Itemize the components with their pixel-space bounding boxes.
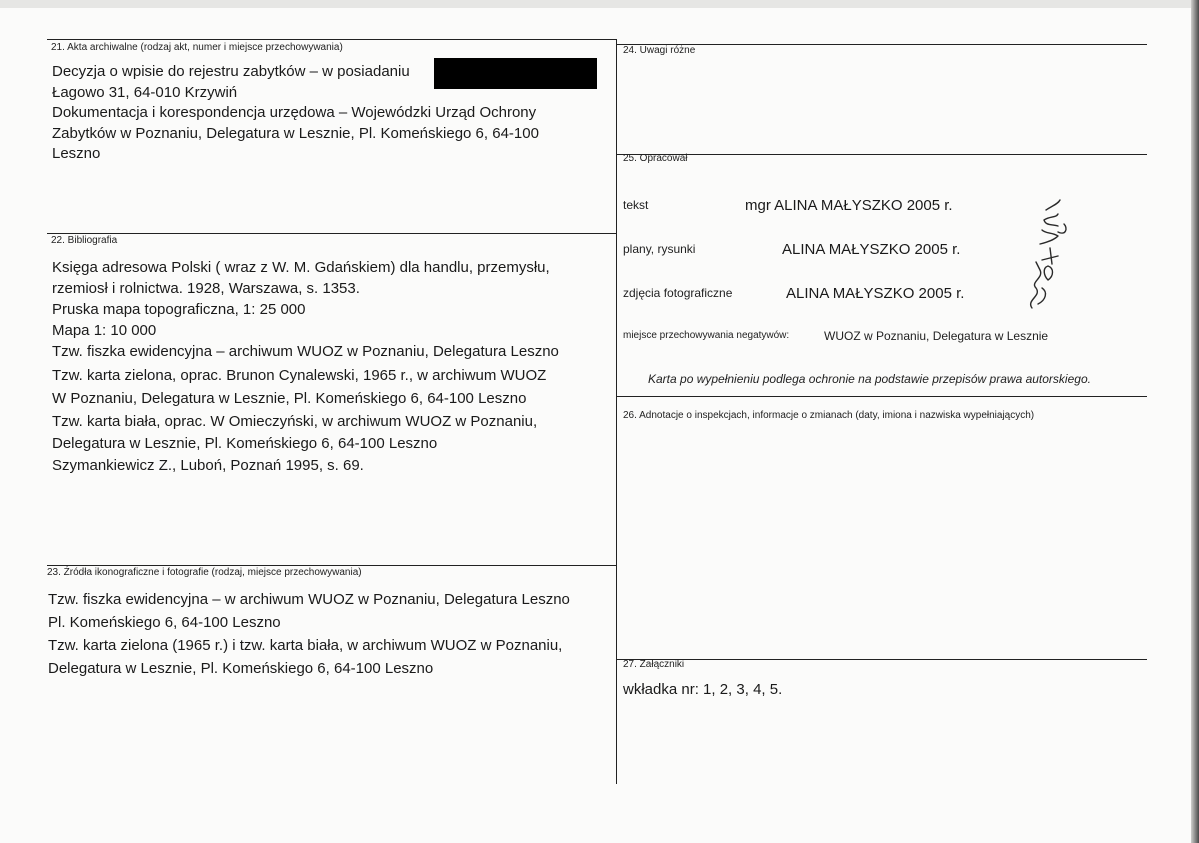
bibliography-entry: Mapa 1: 10 000: [52, 322, 157, 339]
section-21-line: Dokumentacja i korespondencja urzędowa – Wojewódzki Urząd Ochrony: [52, 104, 537, 121]
column-divider: [616, 39, 617, 784]
bibliography-entry: rzemiosł i rolnictwa. 1928, Warszawa, s. 1353.: [52, 280, 360, 297]
source-entry: Tzw. fiszka ewidencyjna – w archiwum WUOZ w Poznaniu, Delegatura Leszno: [48, 591, 570, 608]
negatywy-value: WUOZ w Poznaniu, Delegatura w Lesznie: [824, 329, 1049, 343]
scan-right-edge: [1191, 0, 1199, 843]
tekst-label: tekst: [623, 198, 649, 212]
plany-label: plany, rysunki: [623, 242, 696, 256]
bibliography-entry: Tzw. karta biała, oprac. W Omieczyński, w archiwum WUOZ w Poznaniu,: [52, 413, 538, 430]
section-23-text: [48, 588, 570, 680]
source-entry: Delegatura w Lesznie, Pl. Komeńskiego 6, 64-100 Leszno: [48, 660, 434, 677]
rule-section-25: [617, 154, 1147, 155]
section-21-line: Łagowo 31, 64-010 Krzywiń: [52, 83, 238, 101]
bibliography-entry: Księga adresowa Polski ( wraz z W. M. Gdańskiem) dla handlu, przemysłu,: [52, 259, 550, 276]
bibliography-entry: Pruska mapa topograficzna, 1: 25 000: [52, 301, 306, 318]
section-21-line: Zabytków w Poznaniu, Delegatura w Lesznie, Pl. Komeńskiego 6, 64-100: [52, 124, 539, 142]
section-22-text: [52, 258, 559, 478]
section-25-label: 25. Opracował: [623, 153, 688, 164]
copyright-note: Karta po wypełnieniu podlega ochronie na podstawie przepisów prawa autorskiego.: [648, 372, 1091, 386]
rule-section-26: [617, 396, 1147, 397]
source-entry: Pl. Komeńskiego 6, 64-100 Leszno: [48, 614, 281, 631]
rule-section-22: [47, 233, 617, 234]
rule-section-27: [617, 659, 1147, 660]
signature-mark: [1012, 196, 1082, 314]
plany-value: ALINA MAŁYSZKO 2005 r.: [782, 241, 961, 258]
scan-top-edge: [0, 0, 1199, 8]
bibliography-entry: Tzw. fiszka ewidencyjna – archiwum WUOZ w Poznaniu, Delegatura Leszno: [52, 343, 559, 360]
rule-section-23: [47, 565, 617, 566]
negatywy-label: miejsce przechowywania negatywów:: [623, 330, 790, 341]
rule-top-right: [617, 44, 1147, 45]
redaction-box: [434, 58, 597, 89]
zdjecia-label: zdjęcia fotograficzne: [623, 286, 733, 300]
bibliography-entry: W Poznaniu, Delegatura w Lesznie, Pl. Komeńskiego 6, 64-100 Leszno: [52, 390, 527, 407]
section-23-label: 23. Źródła ikonograficzne i fotografie (rodzaj, miejsce przechowywania): [47, 567, 362, 578]
section-22-label: 22. Bibliografia: [51, 235, 118, 246]
section-21-label: 21. Akta archiwalne (rodzaj akt, numer i miejsce przechowywania): [51, 42, 343, 53]
section-21-line: Decyzja o wpisie do rejestru zabytków – w posiadaniu: [52, 63, 410, 80]
zdjecia-value: ALINA MAŁYSZKO 2005 r.: [786, 285, 965, 302]
tekst-value: mgr ALINA MAŁYSZKO 2005 r.: [745, 197, 953, 214]
bibliography-entry: Delegatura w Lesznie, Pl. Komeńskiego 6, 64-100 Leszno: [52, 435, 438, 452]
bibliography-entry: Szymankiewicz Z., Luboń, Poznań 1995, s. 69.: [52, 457, 364, 474]
bibliography-entry: Tzw. karta zielona, oprac. Brunon Cynalewski, 1965 r., w archiwum WUOZ: [52, 367, 547, 384]
section-21-line: Leszno: [52, 145, 101, 162]
attachments-value: wkładka nr: 1, 2, 3, 4, 5.: [623, 681, 783, 698]
section-24-label: 24. Uwagi różne: [623, 45, 696, 56]
source-entry: Tzw. karta zielona (1965 r.) i tzw. karta biała, w archiwum WUOZ w Poznaniu,: [48, 637, 563, 654]
section-26-label: 26. Adnotacje o inspekcjach, informacje o zmianach (daty, imiona i nazwiska wypełniających): [623, 410, 1035, 421]
section-27-label: 27. Załączniki: [623, 659, 685, 670]
rule-top-left: [47, 39, 617, 40]
